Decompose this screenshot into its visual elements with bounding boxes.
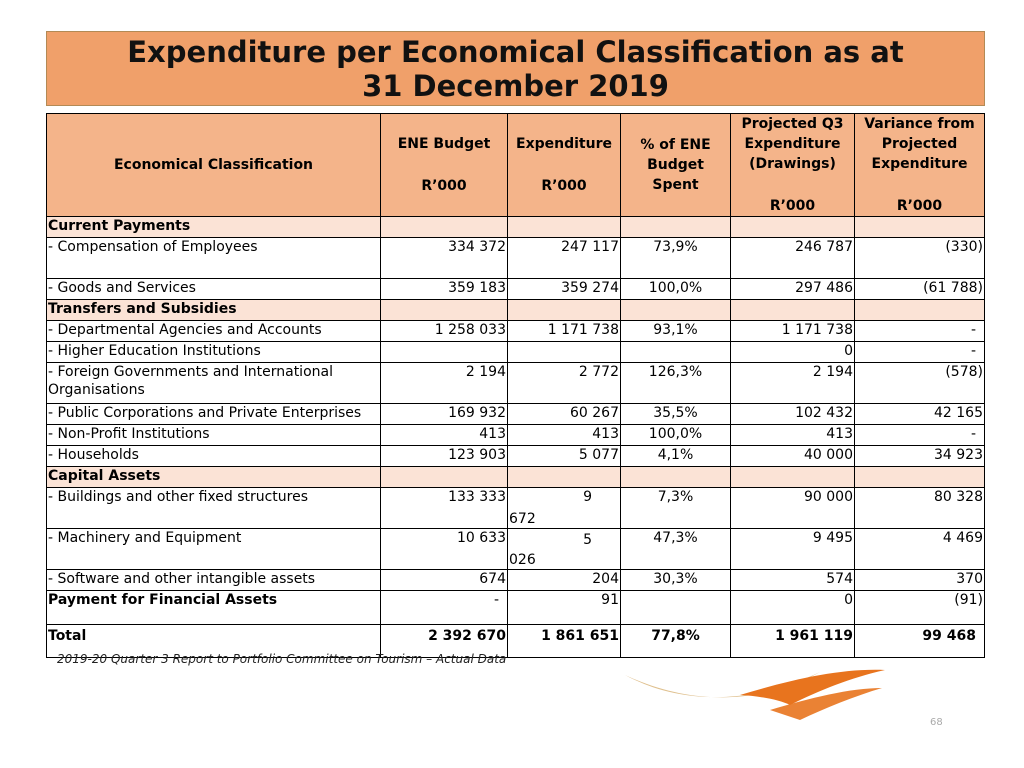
cell-budget: 334 372	[381, 238, 508, 279]
footnote: 2019-20 Quarter 3 Report to Portfolio Committee on Tourism – Actual Data	[57, 652, 507, 666]
table-header-row	[47, 114, 985, 217]
cell-variance: 34 923	[855, 446, 985, 467]
cell-budget: 413	[381, 425, 508, 446]
section-label: Transfers and Subsidies	[47, 300, 381, 321]
cell-budget: 2 392 670	[381, 625, 508, 658]
cell-projected: 246 787	[731, 238, 855, 279]
row-label: - Public Corporations and Private Enterprises	[47, 404, 381, 425]
cell-projected: 90 000	[731, 488, 855, 529]
cell-variance: 370	[855, 570, 985, 591]
cell-expenditure: 5 077	[508, 446, 621, 467]
cell-budget: 123 903	[381, 446, 508, 467]
cell-variance: (330)	[855, 238, 985, 279]
page-number: 68	[930, 717, 943, 728]
cell-pct: 100,0%	[621, 425, 731, 446]
cell-pct: 47,3%	[621, 529, 731, 570]
section-row	[47, 300, 985, 321]
cell-projected: 413	[731, 425, 855, 446]
row-label: - Foreign Governments and International Organisations	[47, 363, 381, 404]
row-label: - Buildings and other fixed structures	[47, 488, 381, 529]
section-row	[47, 467, 985, 488]
header-classification: Economical Classification	[47, 114, 381, 217]
cell-budget: 133 333	[381, 488, 508, 529]
cell-projected: 9 495	[731, 529, 855, 570]
row-label: Total	[47, 625, 381, 658]
table-row	[47, 279, 985, 300]
header-projected: Projected Q3 Expenditure (Drawings) R’000	[731, 114, 855, 217]
cell-budget: 674	[381, 570, 508, 591]
table-row	[47, 425, 985, 446]
header-ene-budget: ENE Budget R’000	[381, 114, 508, 217]
cell-expenditure	[508, 342, 621, 363]
row-label: - Goods and Services	[47, 279, 381, 300]
row-label: - Non-Profit Institutions	[47, 425, 381, 446]
cell-variance: 42 165	[855, 404, 985, 425]
cell-variance: 4 469	[855, 529, 985, 570]
cell-variance: 99 468	[855, 625, 985, 658]
cell-projected: 2 194	[731, 363, 855, 404]
cell-pct: 4,1%	[621, 446, 731, 467]
cell-projected: 0	[731, 342, 855, 363]
cell-expenditure: 5 026	[508, 529, 621, 570]
cell-variance: -	[855, 425, 985, 446]
section-label: Capital Assets	[47, 467, 381, 488]
cell-pct: 100,0%	[621, 279, 731, 300]
row-label: - Households	[47, 446, 381, 467]
decorative-swoosh-icon	[620, 660, 890, 730]
cell-pct	[621, 591, 731, 625]
cell-expenditure: 1 861 651	[508, 625, 621, 658]
section-row	[47, 217, 985, 238]
cell-variance: (91)	[855, 591, 985, 625]
cell-budget: -	[381, 591, 508, 625]
cell-projected: 102 432	[731, 404, 855, 425]
cell-budget: 169 932	[381, 404, 508, 425]
cell-projected: 297 486	[731, 279, 855, 300]
cell-pct: 35,5%	[621, 404, 731, 425]
cell-pct: 73,9%	[621, 238, 731, 279]
table-row	[47, 342, 985, 363]
cell-pct	[621, 342, 731, 363]
row-label: - Compensation of Employees	[47, 238, 381, 279]
header-variance: Variance from Projected Expenditure R’000	[855, 114, 985, 217]
cell-pct: 93,1%	[621, 321, 731, 342]
cell-pct: 30,3%	[621, 570, 731, 591]
table-row	[47, 591, 985, 625]
cell-pct: 7,3%	[621, 488, 731, 529]
cell-budget: 1 258 033	[381, 321, 508, 342]
table-row	[47, 529, 985, 570]
page-title: Expenditure per Economical Classification as at 31 December 2019	[127, 34, 904, 103]
row-label: - Departmental Agencies and Accounts	[47, 321, 381, 342]
cell-expenditure: 413	[508, 425, 621, 446]
cell-variance: -	[855, 342, 985, 363]
cell-variance: 80 328	[855, 488, 985, 529]
cell-variance: (578)	[855, 363, 985, 404]
table-row	[47, 363, 985, 404]
cell-expenditure: 9 672	[508, 488, 621, 529]
cell-budget	[381, 342, 508, 363]
cell-projected: 1 961 119	[731, 625, 855, 658]
cell-projected: 40 000	[731, 446, 855, 467]
cell-expenditure: 359 274	[508, 279, 621, 300]
cell-expenditure: 2 772	[508, 363, 621, 404]
header-expenditure: Expenditure R’000	[508, 114, 621, 217]
table-row	[47, 446, 985, 467]
header-pct-spent: % of ENE Budget Spent	[621, 114, 731, 217]
cell-expenditure: 91	[508, 591, 621, 625]
row-label: - Higher Education Institutions	[47, 342, 381, 363]
table-row	[47, 238, 985, 279]
cell-expenditure: 247 117	[508, 238, 621, 279]
row-label: Payment for Financial Assets	[47, 591, 381, 625]
cell-variance: -	[855, 321, 985, 342]
cell-projected: 1 171 738	[731, 321, 855, 342]
cell-expenditure: 60 267	[508, 404, 621, 425]
cell-projected: 574	[731, 570, 855, 591]
expenditure-table	[46, 113, 985, 658]
cell-variance: (61 788)	[855, 279, 985, 300]
table-row	[47, 570, 985, 591]
cell-projected: 0	[731, 591, 855, 625]
table-row	[47, 321, 985, 342]
row-label: - Machinery and Equipment	[47, 529, 381, 570]
cell-budget: 359 183	[381, 279, 508, 300]
title-banner	[46, 31, 985, 106]
cell-budget: 10 633	[381, 529, 508, 570]
cell-pct: 77,8%	[621, 625, 731, 658]
table-row	[47, 404, 985, 425]
section-label: Current Payments	[47, 217, 381, 238]
cell-expenditure: 1 171 738	[508, 321, 621, 342]
cell-expenditure: 204	[508, 570, 621, 591]
cell-pct: 126,3%	[621, 363, 731, 404]
table-row	[47, 488, 985, 529]
row-label: - Software and other intangible assets	[47, 570, 381, 591]
cell-budget: 2 194	[381, 363, 508, 404]
